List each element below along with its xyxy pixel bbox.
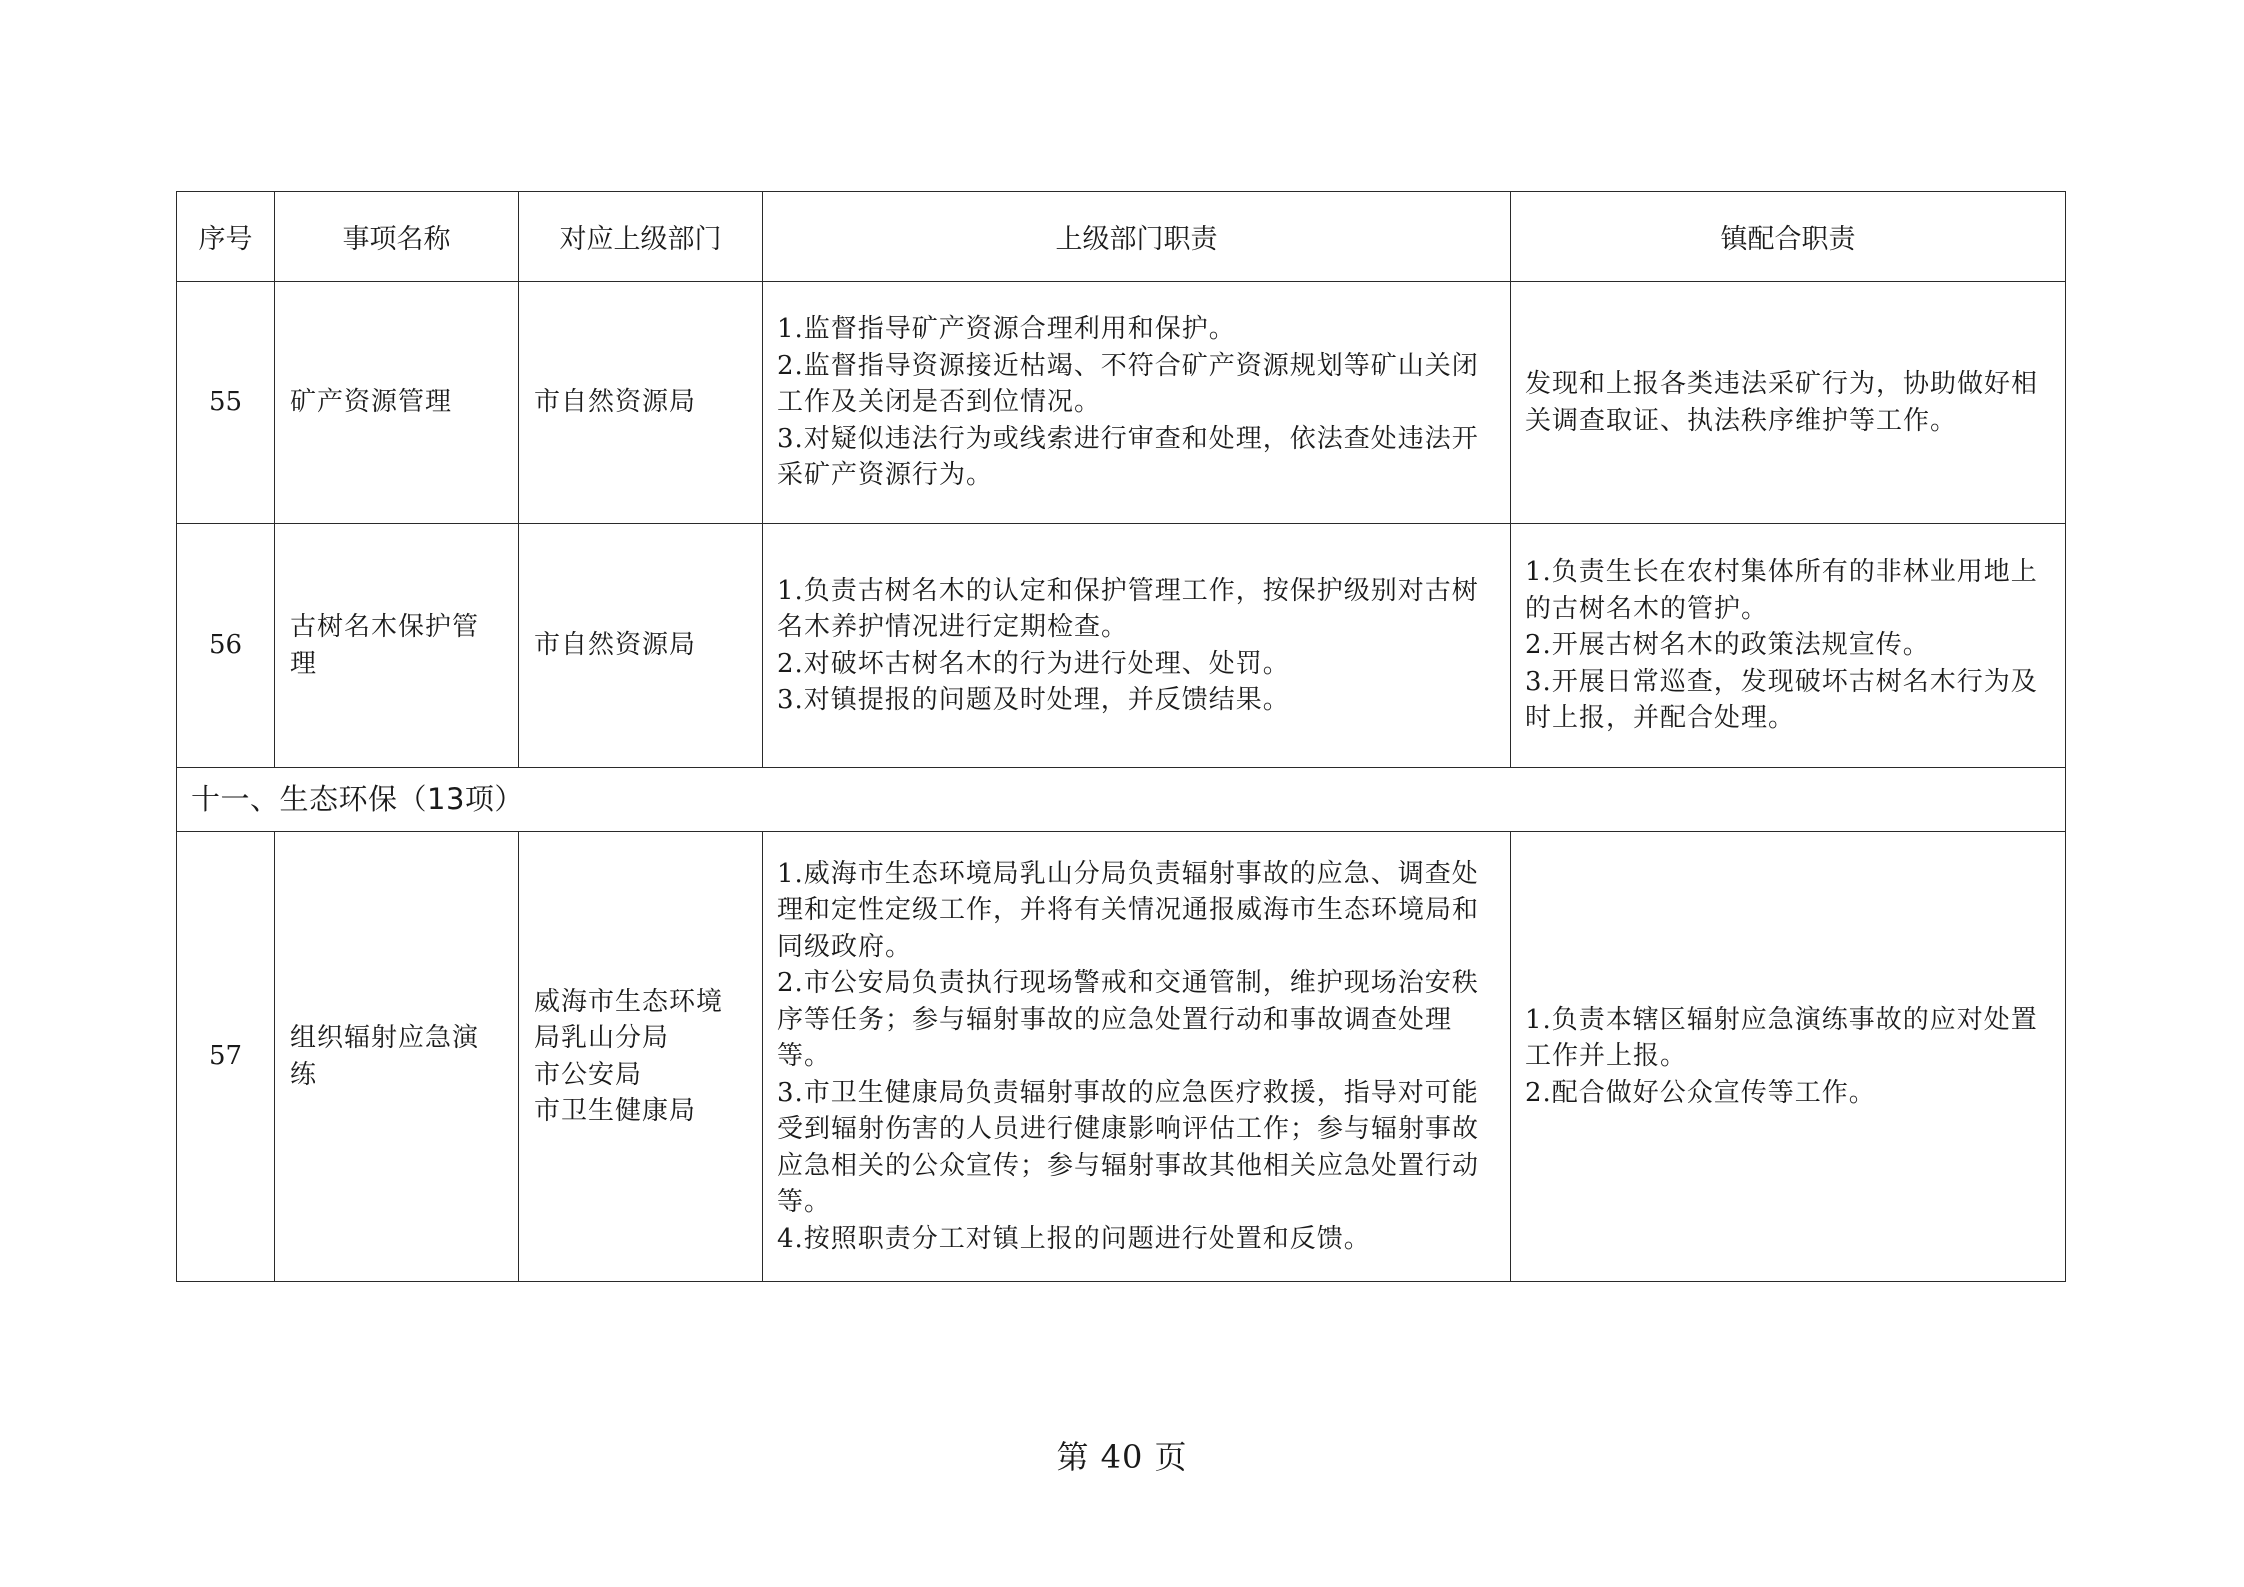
superior-duties [763,524,1511,768]
duty-line: 2.对破坏古树名木的行为进行处理、处罚。 [777,648,1290,679]
duty-line: 1.负责本辖区辐射应急演练事故的应对处置工作并上报。 [1525,1004,2038,1072]
superior-dept [519,832,763,1282]
duty-line: 2.市公安局负责执行现场警戒和交通管制，维护现场治安秩序等任务；参与辐射事故的应急处置行动和事故调查处理等。 [777,968,1479,1072]
duty-line: 4.按照职责分工对镇上报的问题进行处置和反馈。 [777,1223,1371,1254]
duty-line: 3.开展日常巡查，发现破坏古树名木行为及时上报，并配合处理。 [1525,666,2038,734]
page-number: 第 40 页 [1056,1438,1188,1476]
table-header-row [177,192,2066,282]
town-duties [1511,282,2066,524]
dept-line: 市卫生健康局 [534,1096,697,1126]
header-superior-dept: 对应上级部门 [519,192,763,282]
duty-line: 发现和上报各类违法采矿行为，协助做好相关调查取证、执法秩序维护等工作。 [1525,369,2039,436]
superior-duties [763,832,1511,1282]
duty-line: 3.市卫生健康局负责辐射事故的应急医疗救援，指导对可能受到辐射伤害的人员进行健康影响评估工作；参与辐射事故应急相关的公众宣传；参与辐射事故其他相关应急处置行动等。 [777,1077,1480,1218]
town-duties [1511,524,2066,768]
duty-line: 2.监督指导资源接近枯竭、不符合矿产资源规划等矿山关闭工作及关闭是否到位情况。 [777,350,1479,418]
dept-line: 市自然资源局 [534,630,697,661]
item-name: 矿产资源管理 [275,282,519,524]
header-no: 序号 [177,192,275,282]
table-row [177,524,2066,768]
superior-duties [763,282,1511,524]
superior-dept [519,282,763,524]
table-row [177,832,2066,1282]
dept-line: 市公安局 [534,1059,643,1090]
header-item-name: 事项名称 [275,192,519,282]
header-town-duties: 镇配合职责 [1511,192,2066,282]
duty-line: 2.配合做好公众宣传等工作。 [1525,1077,1876,1108]
section-heading: 十一、生态环保（13项） [177,768,2066,832]
duty-line: 3.对镇提报的问题及时处理，并反馈结果。 [777,685,1290,715]
table-row [177,282,2066,524]
row-number: 55 [177,282,275,524]
section-row [177,768,2066,832]
superior-dept [519,524,763,768]
duty-line: 1.威海市生态环境局乳山分局负责辐射事故的应急、调查处理和定性定级工作，并将有关情况通报威海市生态环境局和同级政府。 [777,858,1480,962]
duty-line: 2.开展古树名木的政策法规宣传。 [1525,630,1930,661]
town-duties [1511,832,2066,1282]
duty-line: 1.监督指导矿产资源合理利用和保护。 [777,314,1236,345]
duties-table [176,191,2066,1282]
row-number: 57 [177,832,275,1282]
row-number: 56 [177,524,275,768]
duty-line: 1.负责古树名木的认定和保护管理工作，按保护级别对古树名木养护情况进行定期检查。 [777,575,1479,642]
duty-line: 3.对疑似违法行为或线索进行审查和处理，依法查处违法开采矿产资源行为。 [777,423,1479,491]
item-name: 古树名木保护管理 [275,524,519,768]
duty-line: 1.负责生长在农村集体所有的非林业用地上的古树名木的管护。 [1525,557,2038,624]
dept-line: 市自然资源局 [534,387,697,418]
dept-line: 威海市生态环境局乳山分局 [534,986,724,1053]
header-superior-duties: 上级部门职责 [763,192,1511,282]
item-name: 组织辐射应急演练 [275,832,519,1282]
